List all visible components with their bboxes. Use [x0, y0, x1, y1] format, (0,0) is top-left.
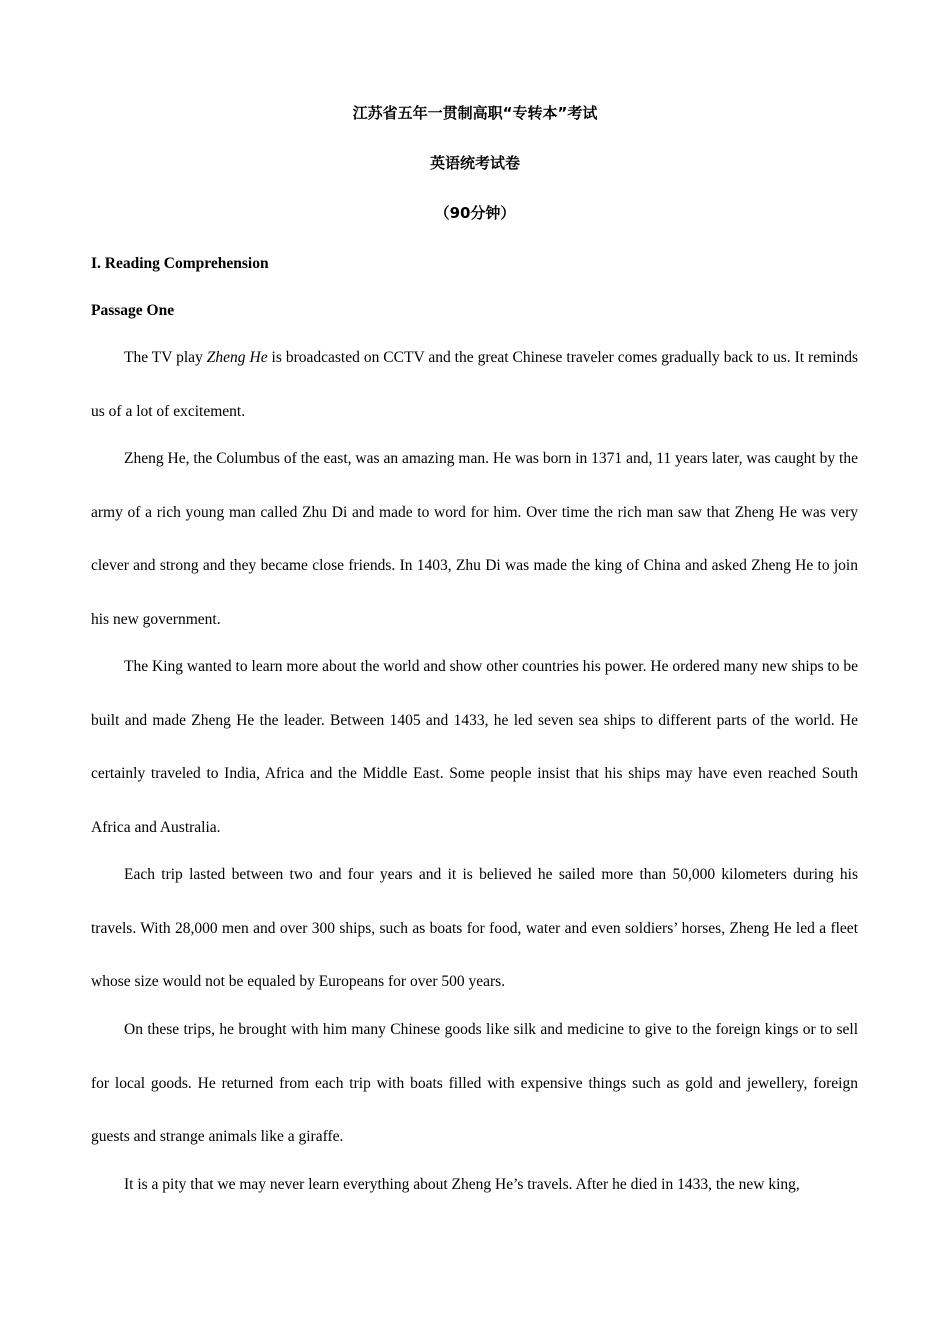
passage-paragraph-4: Each trip lasted between two and four years and it is believed he sailed more than 50,000 kilometers during his travels. With 28,000 men and over 300 ships, such as boats for food, water and even soldiers’ horses, Zheng He led a fleet whose size would not be equaled by Europeans for over 500 years.	[91, 866, 858, 991]
passage-paragraph-1	[91, 331, 858, 438]
passage-paragraph-6: It is a pity that we may never learn everything about Zheng He’s travels. After he died in 1433, the new king,	[124, 1176, 800, 1193]
exam-duration: （90分钟）	[434, 204, 516, 222]
section-heading: I. Reading Comprehension	[91, 255, 269, 272]
exam-title: 江苏省五年一贯制高职“专转本”考试	[352, 104, 598, 122]
paragraph-1-lead: The TV play	[124, 349, 207, 366]
exam-subtitle: 英语统考试卷	[429, 154, 520, 172]
paragraph-1-rest: is broadcasted on CCTV and the great Chinese traveler comes gradually back to us. It reminds us of a lot of excitement.	[91, 349, 858, 420]
tv-play-title: Zheng He	[206, 349, 268, 366]
passage-paragraph-3: The King wanted to learn more about the world and show other countries his power. He ordered many new ships to be built and made Zheng He the leader. Between 1405 and 1433, he led seven sea ships to different parts of the world. He certainly traveled to India, Africa and the Middle East. Some people insist that his ships may have even reached South Africa and Australia.	[91, 658, 858, 837]
passage-title: Passage One	[91, 302, 175, 319]
passage-paragraph-5: On these trips, he brought with him many Chinese goods like silk and medicine to give to the foreign kings or to sell for local goods. He returned from each trip with boats filled with expensive things such as gold and jewellery, foreign guests and strange animals like a giraffe.	[91, 1021, 858, 1146]
passage-paragraph-2: Zheng He, the Columbus of the east, was an amazing man. He was born in 1371 and, 11 years later, was caught by the army of a rich young man called Zhu Di and made to word for him. Over time the rich man saw that Zheng He was very clever and strong and they became close friends. In 1403, Zhu Di was made the king of China and asked Zheng He to join his new government.	[91, 450, 858, 629]
